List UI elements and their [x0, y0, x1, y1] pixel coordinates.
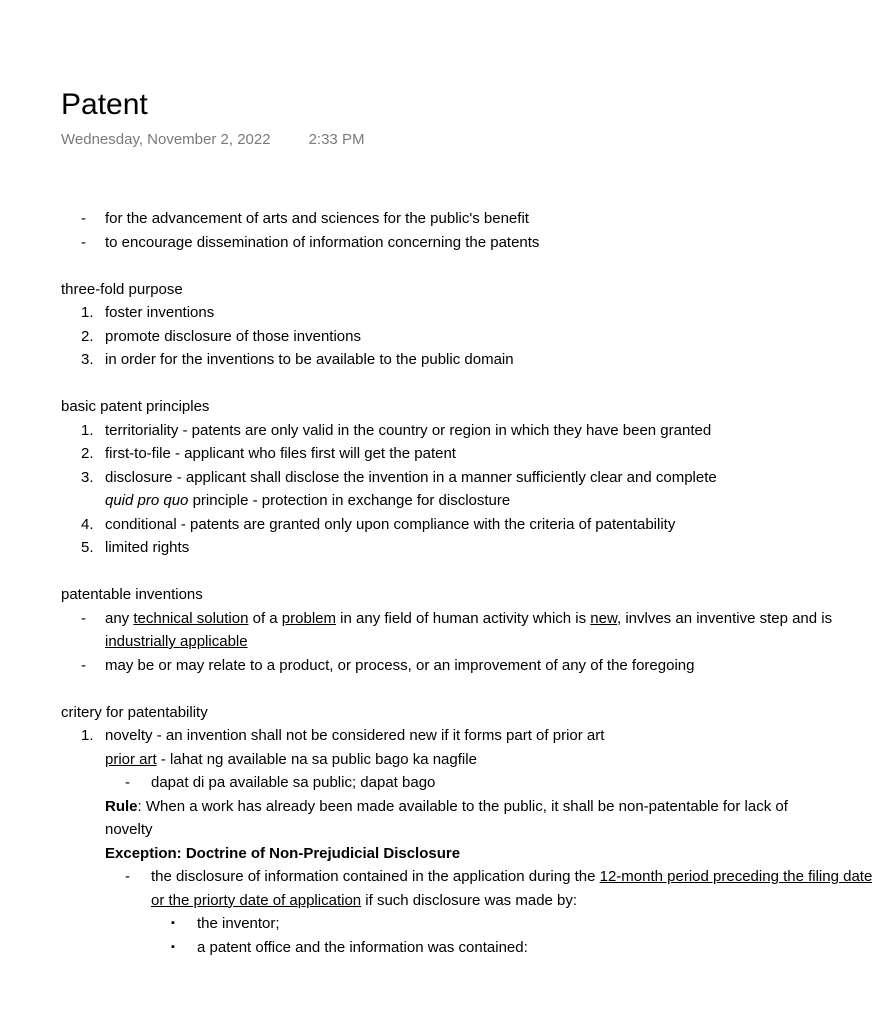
list-item: 4. conditional - patents are granted only upon compliance with the criteria of patentability	[81, 515, 676, 533]
list-item-continuation: or the priorty date of application if such disclosure was made by:	[151, 891, 578, 909]
list-item-continuation: prior art - lahat ng available na sa public bago ka nagfile	[105, 750, 477, 768]
list-item: - for the advancement of arts and sciences for the public's benefit	[61, 207, 768, 231]
list-item: - the disclosure of information contained in the application during the 12-month period preceding the filing date	[61, 865, 768, 889]
list-item: 2. promote disclosure of those inventions	[81, 327, 361, 345]
page-datetime	[61, 131, 364, 148]
section-heading: patentable inventions	[61, 586, 203, 603]
dash-marker: -	[81, 656, 86, 674]
list-item: 3. disclosure - applicant shall disclose the invention in a manner sufficiently clear and complete	[81, 468, 717, 486]
list-item: - dapat di pa available sa public; dapat bago	[61, 771, 768, 795]
list-item: - any technical solution of a problem in any field of human activity which is new, invlves an inventive step and is	[61, 607, 768, 631]
list-item: 5. limited rights	[81, 539, 190, 556]
list-item: - may be or may relate to a product, or process, or an improvement of any of the foregoing	[61, 654, 768, 678]
page-time: 2:33 PM	[308, 131, 365, 148]
list-item: 1. foster inventions	[81, 304, 215, 321]
dash-marker: -	[125, 868, 130, 885]
page-title[interactable]: Patent	[61, 88, 148, 121]
list-item-continuation: industrially applicable	[105, 633, 248, 650]
dash-marker: -	[125, 774, 130, 791]
list-item-continuation: quid pro quo principle - protection in exchange for disclosture	[105, 492, 511, 509]
page-date: Wednesday, November 2, 2022	[61, 131, 271, 148]
list-item: 2. first-to-file - applicant who files first will get the patent	[81, 445, 456, 462]
list-item: 1. novelty - an invention shall not be considered new if it forms part of prior art	[81, 727, 605, 744]
list-item: - to encourage dissemination of information concerning the patents	[61, 231, 768, 255]
list-item: 1. territoriality - patents are only valid in the country or region in which they have been granted	[81, 421, 712, 439]
section-heading: critery for patentability	[61, 703, 208, 721]
section-heading: three-fold purpose	[61, 280, 183, 298]
list-item-continuation: novelty	[105, 821, 153, 838]
dash-marker: -	[81, 233, 86, 251]
square-bullet-icon: ▪	[171, 940, 175, 953]
dash-marker: -	[81, 609, 86, 627]
note-content[interactable]	[61, 207, 872, 959]
section-heading: basic patent principles	[61, 398, 210, 415]
list-item: ▪ the inventor;	[61, 912, 768, 936]
list-item: 3. in order for the inventions to be available to the public domain	[81, 351, 514, 368]
dash-marker: -	[81, 210, 86, 227]
list-item: ▪ a patent office and the information was contained:	[61, 936, 768, 960]
exception-line: Exception: Doctrine of Non-Prejudicial Disclosure	[105, 844, 461, 862]
rule-line: Rule: When a work has already been made available to the public, it shall be non-patentable for lack of	[105, 797, 788, 815]
square-bullet-icon: ▪	[171, 917, 175, 929]
